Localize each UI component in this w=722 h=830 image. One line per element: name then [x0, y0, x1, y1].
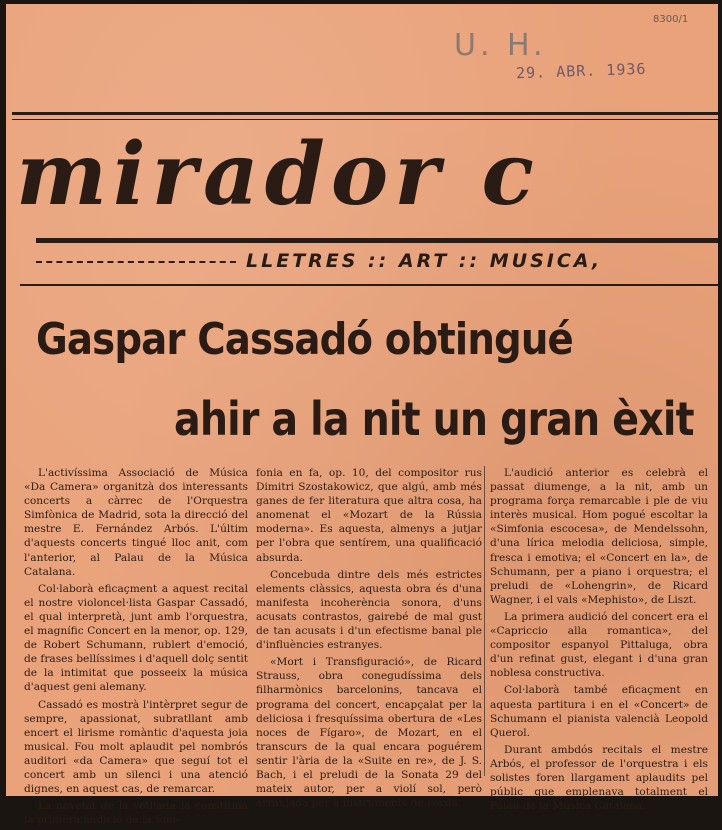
- paragraph: Cassadó es mostrà l'intèrpret segur de sempre, apassionat, subratllant amb encert el lirisme romàntic d'aquesta joia musical. Fou molt aplaudit pel nombrós auditori «da Camera» que seguí tot el concert amb un silenci i una atenció dignes, en aquest cas, de remarcar.: [24, 698, 248, 796]
- paragraph: Durant ambdós recitals el mestre Arbós, el professor de l'orquestra i els solistes foren llargament aplaudits pel públic que emplenava totalment el Palau de la Música Catalana.: [490, 743, 708, 813]
- handwritten-note: U. H.: [454, 28, 547, 63]
- paragraph: fonia en fa, op. 10, del compositor rus Dimitri Szostakowicz, que algú, amb més ganes de fer literatura que altra cosa, ha anomenat el «Mozart de la Rússia moderna». Es aquesta, almenys a jutjar per l'obra que sentírem, una qualificació absurda.: [256, 467, 482, 564]
- article-column-3: [490, 466, 708, 816]
- section-names: LLETRES :: ART :: MUSICA,: [246, 250, 603, 272]
- paragraph: Col·laborà també eficaçment en aquesta partitura i en el «Concert» de Schumann el pianista valencià Leopold Querol.: [490, 684, 708, 739]
- paragraph: La novetat de la vetllada la constituïa la primera audició de la Sim-: [24, 800, 248, 827]
- section-dashes: [36, 261, 236, 263]
- paragraph: L'activíssima Associació de Música «Da Camera» organitzà dos interessants concerts a càrrec de l'Orquestra Simfònica de Madrid, sota la direcció del mestre E. Fernández Arbós. L'últim d'aquests concerts tingué lloc anit, com l'anterior, al Palau de la Música Catalana.: [24, 467, 248, 578]
- top-rule: [12, 112, 718, 115]
- newspaper-clipping: [6, 4, 718, 827]
- date-stamp: 29. ABR. 1936: [515, 59, 647, 83]
- article-column-2: [256, 466, 482, 813]
- paragraph: Concebuda dintre dels més estrictes elements clàssics, aquesta obra és d'una manifesta incoherència sonora, d'uns acusats contrastos, gairebé de mal gust de tan acusats i d'un efectisme banal ple d'influències estranyes.: [256, 568, 482, 652]
- article-column-1: [24, 466, 248, 830]
- masthead-title: mirador c: [16, 124, 540, 225]
- archive-reference: 8300/1: [653, 14, 689, 25]
- paragraph: La primera audició del concert era el «Capriccio alla romantica», del compositor espanyol Pittaluga, obra d'un refinat gust, elegant i d'una gran noblesa constructiva.: [490, 610, 708, 680]
- headline-line-1: Gaspar Cassadó obtingué: [36, 314, 573, 365]
- top-rule-thin: [12, 119, 718, 120]
- paragraph: L'audició anterior es celebrà el passat diumenge, a la nit, amb un programa força remarcable i ple de viu interès musical. Hom pogué escoltar la «Simfonia escocesa», de Mendelssohn, d'una lírica melodia deliciosa, simple, fresca i emotiva; el «Concert en la», de Schumann, per a piano i orquestra; el preludi de «Lohengrin», de Ricard Wagner, i el vals «Mephisto», de Liszt.: [490, 467, 708, 606]
- paragraph: «Mort i Transfiguració», de Ricard Strauss, obra conegudíssima dels filharmònics barcelonins, tancava el programa del concert, encapçalat per la deliciosa i fresquíssima obertura de «Les noces de Fígaro», de Mozart, en el transcurs de la qual encara poguérem sentir l'ària de la «Suite en re», de J. S. Bach, i el preludi de la Sonata 29 del mateix autor, per a violí sol, però arranjada per a instruments de corda.: [256, 656, 482, 810]
- headline-line-2: ahir a la nit un gran èxit: [174, 392, 694, 446]
- column-divider: [484, 466, 485, 776]
- section-rule: [20, 284, 718, 286]
- masthead-underline: [36, 238, 718, 243]
- paragraph: Col·laborà eficaçment a aquest recital el nostre violoncel·lista Gaspar Cassadó, el qual interpretà, junt amb l'orquestra, el magnífic Concert en la menor, op. 129, de Robert Schumann, rublert d'emoció, de frases bellíssimes i d'aquell dolç sentit de la intimitat que posseeix la música d'aquest geni alemany.: [24, 582, 248, 694]
